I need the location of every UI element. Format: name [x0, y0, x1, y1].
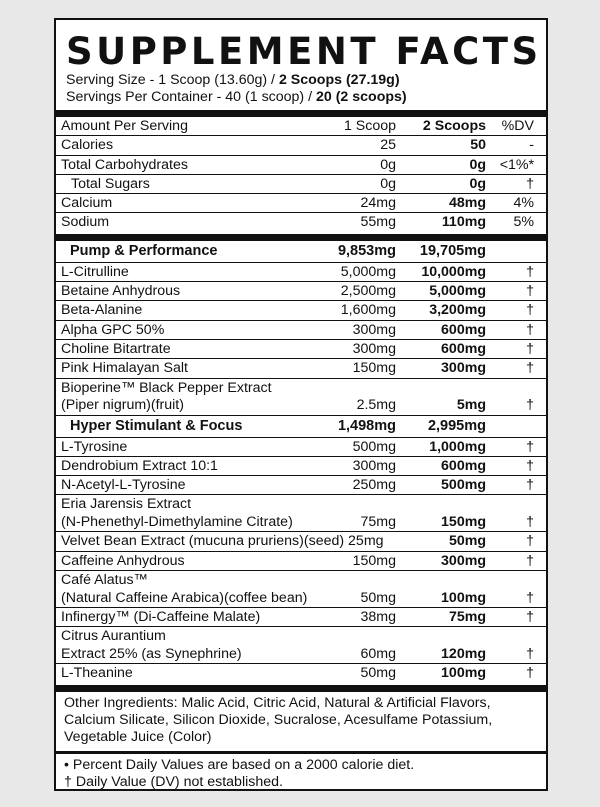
- footnote-dv: • Percent Daily Values are based on a 2000 calorie diet.: [64, 756, 415, 773]
- amount-one-scoop: 50mg: [360, 665, 396, 682]
- daily-value: †: [486, 608, 546, 627]
- section-header-stim: [56, 415, 546, 437]
- ingredient-row: [56, 301, 546, 320]
- amount-one-scoop: 60mg: [324, 627, 396, 664]
- nutrient-name: Calcium: [56, 194, 324, 213]
- ingredient-name-line1: Café Alatus™: [61, 572, 148, 589]
- other-ingredients: Other Ingredients: Malic Acid, Citric Acid, Natural & Artificial Flavors, Calcium Silicate, Silicon Dioxide, Sucralose, Acesulfame Potassium, Vegetable Juice (Color): [64, 694, 493, 746]
- amount-two-scoops: 1,000mg: [396, 437, 486, 456]
- daily-value: -: [486, 136, 546, 155]
- ingredient-row: [56, 532, 546, 551]
- daily-value: †: [526, 665, 534, 682]
- daily-value: †: [486, 359, 546, 378]
- daily-value: 5%: [513, 214, 534, 231]
- ingredient-name-line1: Citrus Aurantium: [61, 628, 166, 645]
- ingredient-name: Pink Himalayan Salt: [56, 359, 324, 378]
- section-name: Pump & Performance: [56, 241, 324, 263]
- amount-one-scoop: 150mg: [324, 551, 396, 570]
- ingredient-name: Choline Bitartrate: [56, 339, 324, 358]
- ingredient-name-line2: (Piper nigrum)(fruit): [61, 397, 184, 414]
- amount-two-scoops: 50: [396, 136, 486, 155]
- amount-two-scoops: 75mg: [396, 608, 486, 627]
- amount-two-scoops: 3,200mg: [396, 301, 486, 320]
- ingredient-row: [56, 627, 546, 664]
- amount-one-scoop: 75mg: [324, 495, 396, 532]
- daily-value: †: [486, 476, 546, 495]
- ingredient-name: [56, 627, 324, 664]
- amount-two-scoops: 100mg: [441, 665, 486, 682]
- nutrient-row: [56, 194, 546, 213]
- ingredient-name: Infinergy™ (Di-Caffeine Malate): [56, 608, 324, 627]
- amount-one-scoop: 9,853mg: [324, 241, 396, 263]
- servings-per-container: [56, 89, 546, 106]
- divider-thick: [56, 234, 546, 241]
- daily-value: †: [486, 551, 546, 570]
- daily-value: †: [486, 301, 546, 320]
- ingredient-name: L-Theanine: [61, 665, 133, 682]
- amount-one-scoop: 50mg: [324, 571, 396, 608]
- ingredient-name: Beta-Alanine: [56, 301, 324, 320]
- daily-value: †: [486, 262, 546, 281]
- ingredient-row: [56, 262, 546, 281]
- ingredient-row: [56, 359, 546, 378]
- amount-two-scoops: 100mg: [396, 571, 486, 608]
- ingredient-name: [56, 571, 324, 608]
- nutrient-name: Calories: [56, 136, 324, 155]
- daily-value: †: [486, 456, 546, 475]
- daily-value: †: [486, 532, 546, 551]
- divider-thick: [56, 685, 546, 692]
- amount-one-scoop: 150mg: [324, 359, 396, 378]
- ingredient-row: [56, 320, 546, 339]
- servings-label: Servings Per Container - 40 (1 scoop) /: [66, 89, 316, 105]
- ingredient-row: [56, 476, 546, 495]
- amount-one-scoop: 300mg: [324, 456, 396, 475]
- amount-one-scoop: 300mg: [324, 320, 396, 339]
- nutrient-row: [56, 155, 546, 174]
- amount-two-scoops: 500mg: [396, 476, 486, 495]
- daily-value: [486, 241, 546, 263]
- ingredient-name-line2: (N-Phenethyl-Dimethylamine Citrate): [61, 513, 293, 530]
- amount-one-scoop: 25: [324, 136, 396, 155]
- daily-value: †: [486, 282, 546, 301]
- amount-two-scoops: 120mg: [396, 627, 486, 664]
- nutrient-name: Total Carbohydrates: [56, 155, 324, 174]
- amount-one-scoop: 300mg: [324, 339, 396, 358]
- amount-one-scoop: 500mg: [324, 437, 396, 456]
- servings-bold: 20 (2 scoops): [315, 89, 407, 105]
- serving-size-label: Serving Size - 1 Scoop (13.60g) /: [66, 72, 279, 88]
- amount-one-scoop: 2.5mg: [324, 378, 396, 415]
- daily-value: †: [486, 437, 546, 456]
- amount-two-scoops: 600mg: [396, 339, 486, 358]
- ingredient-row: [56, 437, 546, 456]
- ingredient-name-line2: Extract 25% (as Synephrine): [61, 645, 242, 662]
- amount-two-scoops: 50mg: [396, 532, 486, 551]
- amount-one-scoop: 5,000mg: [324, 262, 396, 281]
- daily-value: †: [486, 495, 546, 532]
- ingredient-row: [56, 282, 546, 301]
- amount-two-scoops: 19,705mg: [396, 241, 486, 263]
- nutrient-row: [56, 174, 546, 193]
- amount-one-scoop: 25mg: [348, 533, 384, 550]
- ingredient-row: [56, 608, 546, 627]
- ingredient-name: L-Tyrosine: [56, 437, 324, 456]
- daily-value: †: [486, 571, 546, 608]
- ingredient-name: N-Acetyl-L-Tyrosine: [56, 476, 324, 495]
- amount-two-scoops: 48mg: [396, 194, 486, 213]
- amount-two-scoops: 600mg: [396, 320, 486, 339]
- ingredient-name: Caffeine Anhydrous: [56, 551, 324, 570]
- header-col1: 1 Scoop: [324, 117, 396, 136]
- amount-two-scoops: 300mg: [396, 551, 486, 570]
- amount-two-scoops: 0g: [396, 155, 486, 174]
- daily-value: [486, 415, 546, 437]
- amount-two-scoops: 0g: [396, 174, 486, 193]
- daily-value: †: [486, 174, 546, 193]
- pump-table: [56, 241, 546, 683]
- amount-one-scoop: 0g: [324, 174, 396, 193]
- ingredient-row: [56, 571, 546, 608]
- daily-value: 4%: [486, 194, 546, 213]
- amount-two-scoops: 110mg: [441, 214, 486, 231]
- ingredient-name: [56, 532, 396, 551]
- ingredient-name-line2: (Natural Caffeine Arabica)(coffee bean): [61, 589, 308, 606]
- amount-one-scoop: 250mg: [324, 476, 396, 495]
- ingredient-name: [56, 378, 324, 415]
- amount-one-scoop: 55mg: [360, 214, 396, 231]
- serving-size: [56, 72, 546, 89]
- amount-two-scoops: 5,000mg: [396, 282, 486, 301]
- facts-table: [56, 117, 546, 232]
- amount-one-scoop: 2,500mg: [324, 282, 396, 301]
- ingredient-name-line1: Bioperine™ Black Pepper Extract: [61, 379, 272, 396]
- ingredient-row: [56, 456, 546, 475]
- daily-value: <1%*: [486, 155, 546, 174]
- amount-two-scoops: 10,000mg: [396, 262, 486, 281]
- amount-two-scoops: 600mg: [396, 456, 486, 475]
- footnote-dagger: † Daily Value (DV) not established.: [64, 773, 283, 790]
- amount-two-scoops: 300mg: [396, 359, 486, 378]
- ingredient-row: [56, 551, 546, 570]
- header-row: [56, 117, 546, 136]
- ingredient-name: [56, 495, 324, 532]
- amount-one-scoop: 38mg: [324, 608, 396, 627]
- serving-size-bold: 2 Scoops (27.19g): [278, 72, 400, 88]
- ingredient-name-line1: Eria Jarensis Extract: [61, 496, 192, 513]
- header-col2: 2 Scoops: [396, 117, 486, 136]
- daily-value: †: [486, 627, 546, 664]
- ingredient-name: Betaine Anhydrous: [56, 282, 324, 301]
- daily-value: †: [486, 339, 546, 358]
- nutrient-row: [56, 136, 546, 155]
- ingredient-name: L-Citrulline: [56, 262, 324, 281]
- supplement-facts-panel: [54, 18, 548, 791]
- ingredient-name: Alpha GPC 50%: [56, 320, 324, 339]
- ingredient-name: Dendrobium Extract 10:1: [56, 456, 324, 475]
- nutrient-name: Sodium: [61, 214, 110, 231]
- panel-title: SUPPLEMENT FACTS: [66, 30, 542, 73]
- amount-one-scoop: 1,498mg: [324, 415, 396, 437]
- amount-one-scoop: 0g: [324, 155, 396, 174]
- amount-one-scoop: 24mg: [324, 194, 396, 213]
- header-dv: %DV: [486, 117, 546, 136]
- ingredient-name-text: Velvet Bean Extract (mucuna pruriens)(seed): [61, 533, 345, 550]
- daily-value: †: [486, 320, 546, 339]
- daily-value: †: [486, 378, 546, 415]
- section-name: Hyper Stimulant & Focus: [56, 415, 324, 437]
- ingredient-row: [56, 495, 546, 532]
- ingredient-row: [56, 664, 546, 683]
- ingredient-row: [56, 339, 546, 358]
- nutrient-name: Total Sugars: [56, 174, 324, 193]
- nutrient-row: [56, 213, 546, 232]
- header-name: Amount Per Serving: [56, 117, 324, 136]
- amount-two-scoops: 150mg: [396, 495, 486, 532]
- section-header-pump: [56, 241, 546, 263]
- divider-thick: [56, 110, 546, 117]
- amount-two-scoops: 2,995mg: [396, 415, 486, 437]
- amount-two-scoops: 5mg: [396, 378, 486, 415]
- amount-one-scoop: 1,600mg: [324, 301, 396, 320]
- ingredient-row: [56, 378, 546, 415]
